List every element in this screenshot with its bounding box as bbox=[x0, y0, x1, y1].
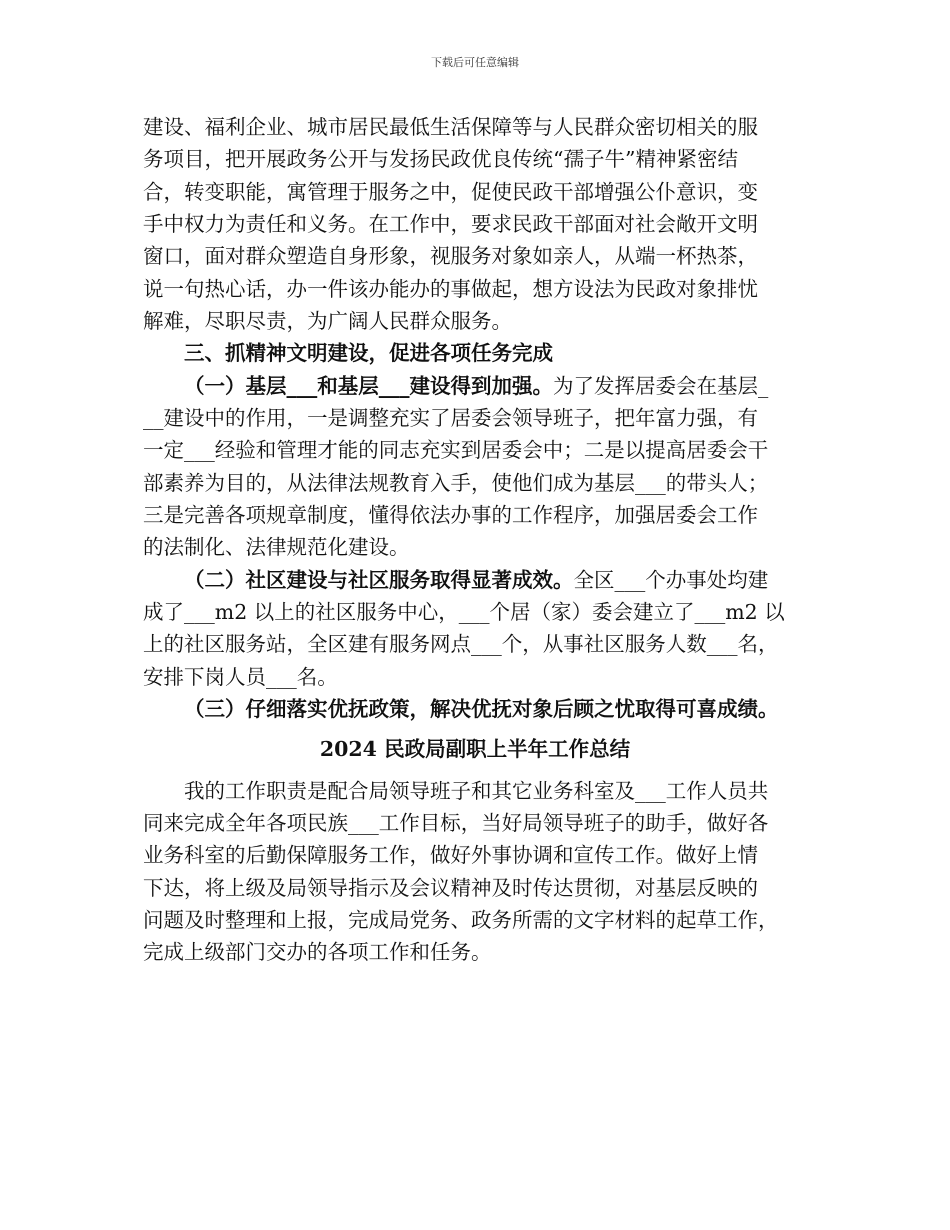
subsection-paragraph-line bbox=[184, 374, 768, 398]
body-line: 成了___m2 以上的社区服务中心，___个居（家）委会建立了___m2 以 bbox=[143, 600, 785, 624]
body-line: 解难，尽职尽责，为广阔人民群众服务。 bbox=[143, 309, 512, 333]
body-line: 完成上级部门交办的各项工作和任务。 bbox=[143, 940, 492, 964]
body-line: 业务科室的后勤保障服务工作，做好外事协调和宣传工作。做好上情 bbox=[143, 843, 758, 867]
subsection-text: 全区___个办事处均建 bbox=[573, 568, 769, 592]
subsection-heading: （三）仔细落实优抚政策，解决优抚对象后顾之忧取得可喜成绩。 bbox=[184, 697, 779, 721]
body-line: 我的工作职责是配合局领导班子和其它业务科室及___工作人员共 bbox=[184, 779, 769, 803]
section-heading: 三、抓精神文明建设，促进各项任务完成 bbox=[184, 341, 553, 365]
subsection-heading: （二）社区建设与社区服务取得显著成效。 bbox=[184, 568, 574, 592]
body-line: 三是完善各项规章制度，懂得依法办事的工作程序，加强居委会工作 bbox=[143, 503, 758, 527]
body-line: 说一句热心话，办一件该办能办的事做起，想方设法为民政对象排忧 bbox=[143, 277, 758, 301]
body-line: 务项目，把开展政务公开与发扬民政优良传统“孺子牛”精神紧密结 bbox=[143, 147, 738, 171]
body-line: 建设、福利企业、城市居民最低生活保障等与人民群众密切相关的服 bbox=[143, 115, 758, 139]
page-header: 下载后可任意编辑 bbox=[431, 56, 519, 69]
body-line: 同来完成全年各项民族___工作目标，当好局领导班子的助手，做好各 bbox=[143, 811, 769, 835]
body-line: 的法制化、法律规范化建设。 bbox=[143, 535, 410, 559]
subsection-paragraph-line bbox=[184, 568, 768, 592]
subsection-text: 为了发挥居委会在基层_ bbox=[553, 374, 769, 398]
body-line: 手中权力为责任和义务。在工作中，要求民政干部面对社会敞开文明 bbox=[143, 212, 758, 236]
body-line: 合，转变职能，寓管理于服务之中，促使民政干部增强公仆意识，变 bbox=[143, 180, 758, 204]
subsection-heading: （一）基层___和基层___建设得到加强。 bbox=[184, 374, 553, 398]
body-line: __建设中的作用，一是调整充实了居委会领导班子，把年富力强，有 bbox=[143, 406, 758, 430]
document-title: 2024 民政局副职上半年工作总结 bbox=[319, 737, 631, 761]
body-line: 一定___经验和管理才能的同志充实到居委会中；二是以提高居委会干 bbox=[143, 438, 769, 462]
body-line: 安排下岗人员___名。 bbox=[143, 665, 338, 689]
body-line: 部素养为目的，从法律法规教育入手，使他们成为基层___的带头人； bbox=[143, 471, 769, 495]
body-line: 上的社区服务站，全区建有服务网点___个，从事社区服务人数___名， bbox=[143, 632, 779, 656]
body-line: 下达，将上级及局领导指示及会议精神及时传达贯彻，对基层反映的 bbox=[143, 876, 758, 900]
body-line: 窗口，面对群众塑造自身形象，视服务对象如亲人，从端一杯热茶， bbox=[143, 244, 758, 268]
body-line: 问题及时整理和上报，完成局党务、政务所需的文字材料的起草工作， bbox=[143, 908, 779, 932]
